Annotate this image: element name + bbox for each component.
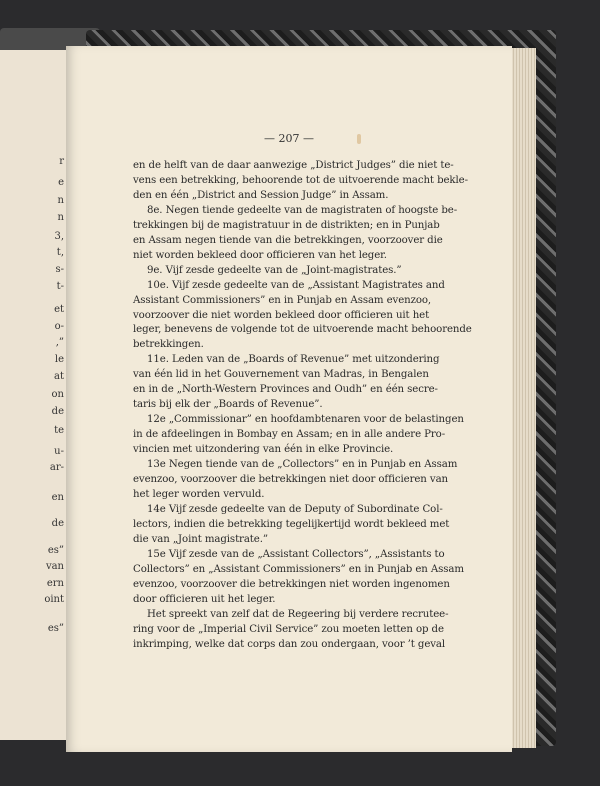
text-line: 10e. Vijf zesde gedeelte van de „Assistant Magistrates and xyxy=(147,279,445,291)
text-line: ring voor de „Imperial Civil Service” zou moeten letten op de xyxy=(133,623,444,635)
left-page-fragment: t, xyxy=(56,247,64,258)
text-line: van één lid in het Gouvernement van Madras, in Bengalen xyxy=(133,369,429,381)
left-page-fragment: le xyxy=(54,354,64,365)
text-line: door officieren uit het leger. xyxy=(133,593,276,605)
text-line: 14e Vijf zesde gedeelte van de Deputy of Subordinate Col- xyxy=(147,503,443,515)
left-page-fragment: u- xyxy=(54,446,64,457)
text-line: 12e „Commissionar” en hoofdambtenaren voor de belastingen xyxy=(147,414,464,426)
text-line: en in de „North-Western Provinces and Oudh” en één secre- xyxy=(133,384,438,396)
left-page-fragment: de xyxy=(51,518,64,529)
right-page xyxy=(66,46,512,752)
left-page-fragment: te xyxy=(54,425,64,436)
left-page-fragment: n xyxy=(57,212,64,223)
page-edges xyxy=(508,48,536,748)
left-page-fragment: s- xyxy=(55,264,64,275)
text-line: inkrimping, welke dat corps dan zou ondergaan, voor ’t geval xyxy=(133,638,446,650)
left-page-fragment: es” xyxy=(47,545,64,556)
text-line: vincien met uitzondering van één in elke Provincie. xyxy=(133,444,394,456)
left-page-fragment: de xyxy=(51,406,64,417)
text-line: lectors, indien die betrekking tegelijkertijd wordt bekleed met xyxy=(133,518,450,530)
left-page-fragment: van xyxy=(45,561,64,572)
text-line: en Assam negen tiende van die betrekkingen, voorzoover die xyxy=(133,234,443,246)
left-page-fragment: ern xyxy=(46,578,64,589)
text-line: het leger worden vervuld. xyxy=(133,488,265,500)
text-line: vens een betrekking, behoorende tot de uitvoerende macht bekle- xyxy=(133,174,468,186)
page-number: — 207 — xyxy=(264,132,314,145)
text-line: den en één „District and Session Judge” in Assam. xyxy=(133,189,389,201)
left-page-fragment: ,” xyxy=(55,337,64,348)
text-line: evenzoo, voorzoover die betrekkingen niet worden ingenomen xyxy=(133,578,450,590)
left-page-fragment: o- xyxy=(54,321,64,332)
left-page-fragment: n xyxy=(57,195,64,206)
text-line: niet worden bekleed door officieren van het leger. xyxy=(133,249,387,261)
text-line: leger, benevens de volgende tot de uitvoerende macht behoorende xyxy=(133,324,472,336)
text-line: voorzoover die niet worden bekleed door officieren uit het xyxy=(133,309,430,321)
text-line: Collectors” en „Assistant Commissioners” en in Punjab en Assam xyxy=(133,563,464,575)
text-line: trekkingen bij de magistratuur in de distrikten; en in Punjab xyxy=(133,219,440,231)
left-page xyxy=(0,50,68,740)
left-page-fragment: en xyxy=(51,492,64,503)
text-line: 8e. Negen tiende gedeelte van de magistraten of hoogste be- xyxy=(147,204,458,216)
left-page-fragment: t- xyxy=(56,281,64,292)
text-line: 9e. Vijf zesde gedeelte van de „Joint-magistrates.” xyxy=(147,264,402,276)
text-line: Het spreekt van zelf dat de Regeering bij verdere recrutee- xyxy=(147,608,449,620)
body-text xyxy=(133,159,472,652)
text-line: Assistant Commissioners” en in Punjab en Assam evenzoo, xyxy=(133,294,432,306)
text-line: evenzoo, voorzoover die betrekkingen niet door officieren van xyxy=(133,474,449,486)
text-line: 13e Negen tiende van de „Collectors” en in Punjab en Assam xyxy=(147,459,458,471)
left-page-fragment: r xyxy=(59,156,64,167)
left-page-fragment: oint xyxy=(44,594,64,605)
text-line: en de helft van de daar aanwezige „District Judges” die niet te- xyxy=(133,160,454,171)
left-page-fragment: at xyxy=(54,371,64,382)
left-page-fragment: 3, xyxy=(54,231,64,242)
left-page-fragment: et xyxy=(54,304,64,315)
text-line: 11e. Leden van de „Boards of Revenue” met uitzondering xyxy=(147,354,440,366)
text-line: taris bij elk der „Boards of Revenue”. xyxy=(133,399,323,411)
text-line: betrekkingen. xyxy=(133,339,204,351)
text-line: in de afdeelingen in Bombay en Assam; en in alle andere Pro- xyxy=(133,429,446,441)
text-line: 15e Vijf zesde van de „Assistant Collectors”, „Assistants to xyxy=(147,548,445,560)
left-page-fragment: e xyxy=(58,177,64,188)
left-page-fragment: on xyxy=(51,389,64,400)
text-line: die van „Joint magistrate.” xyxy=(133,533,268,545)
left-page-fragment: ar- xyxy=(49,462,64,473)
left-page-fragment: es” xyxy=(47,623,64,634)
